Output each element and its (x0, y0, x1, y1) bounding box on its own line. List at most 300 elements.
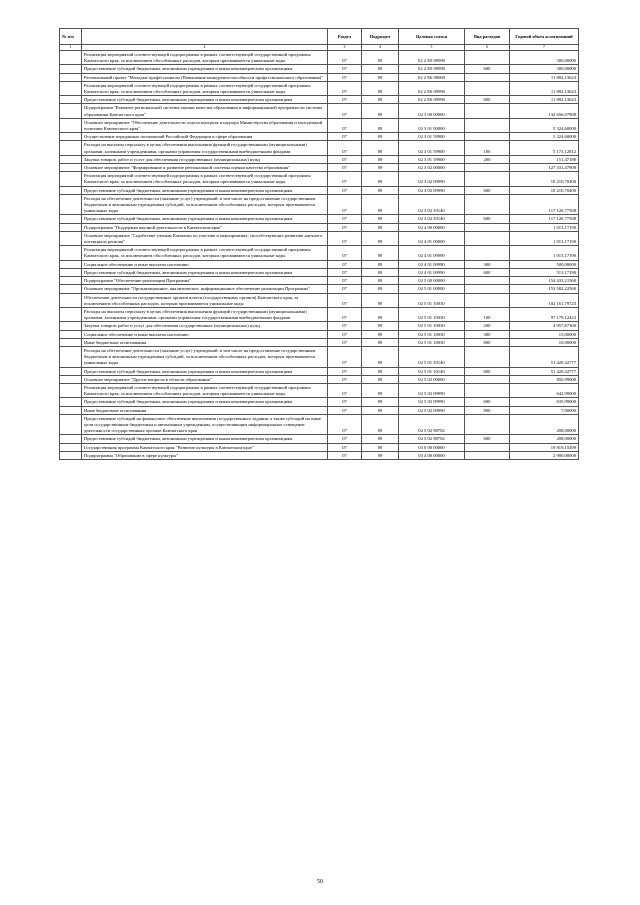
cell-name: Расходы на выплаты персоналу в целях обеспечения выполнения функций государственными (муниципальными) органами, казенными учреждениями, органами управления государственными внебюджетными фондами (82, 141, 328, 155)
cell-expense-type (465, 293, 510, 307)
cell-number (60, 330, 82, 338)
cell-number (60, 260, 82, 268)
cell-target-article: 02 3 01 59900 (399, 133, 465, 141)
cell-name: Подпрограмма "Образование в сфере культуры" (82, 451, 328, 459)
cell-expense-type: 200 (465, 155, 510, 163)
table-row (60, 414, 579, 435)
cell-amount: 102 161,79723 (510, 293, 579, 307)
column-number: 7 (510, 45, 579, 51)
cell-amount: 117 120,77508 (510, 215, 579, 223)
cell-number (60, 307, 82, 321)
cell-number (60, 414, 82, 435)
cell-number (60, 367, 82, 375)
table-row (60, 81, 579, 95)
cell-expense-type (465, 231, 510, 245)
table-row (60, 164, 579, 172)
table-row (60, 367, 579, 375)
cell-subsection: 09 (362, 246, 399, 260)
cell-amount: 10 210,70400 (510, 186, 579, 194)
cell-section: 07 (328, 322, 362, 330)
column-number: 2 (82, 45, 328, 51)
cell-subsection: 09 (362, 268, 399, 276)
cell-subsection: 09 (362, 443, 399, 451)
cell-subsection: 09 (362, 406, 399, 414)
cell-expense-type: 600 (465, 65, 510, 73)
cell-number (60, 51, 82, 65)
table-row (60, 383, 579, 397)
cell-target-article: 02 3 01 59900 (399, 141, 465, 155)
cell-subsection: 09 (362, 338, 399, 346)
table-row (60, 330, 579, 338)
cell-name: Реализация мероприятий соответствующей подпрограммы в рамках соответствующей государственной программы Камчатского края, за исключением обособленных расходов, которым присваиваются уникальные коды (82, 383, 328, 397)
cell-name: Предоставление субсидий бюджетным, автономным учреждениям и иным некоммерческим организациям (82, 96, 328, 104)
table-row (60, 285, 579, 293)
cell-section: 07 (328, 367, 362, 375)
cell-section: 07 (328, 383, 362, 397)
table-row (60, 338, 579, 346)
cell-name: Предоставление субсидий бюджетным, автономным учреждениям и иным некоммерческим организациям (82, 215, 328, 223)
cell-section: 07 (328, 293, 362, 307)
table-row (60, 186, 579, 194)
cell-name: Предоставление субсидий бюджетным, автономным учреждениям и иным некоммерческим организациям (82, 268, 328, 276)
cell-section: 07 (328, 73, 362, 81)
cell-target-article: 02 3 02 10140 (399, 194, 465, 215)
cell-amount: 1 013,17190 (510, 246, 579, 260)
cell-number (60, 443, 82, 451)
cell-name: Закупка товаров, работ и услуг для обеспечения государственных (муниципальных) нужд (82, 322, 328, 330)
cell-section: 07 (328, 268, 362, 276)
cell-number (60, 164, 82, 172)
cell-subsection: 09 (362, 322, 399, 330)
cell-name: Основное мероприятие "Обеспечение деятельности отдела контроля и надзора Министерства образования и молодежной политики Камчатского края" (82, 118, 328, 132)
cell-section: 07 (328, 435, 362, 443)
cell-section: 07 (328, 215, 362, 223)
cell-section: 07 (328, 81, 362, 95)
cell-amount: 1 013,17190 (510, 223, 579, 231)
cell-name: Основное мероприятие "Содействие ученым Камчатки по участию в мероприятиях, способствующих развитию научного потенциала региона" (82, 231, 328, 245)
cell-expense-type: 600 (465, 268, 510, 276)
cell-name: Закупка товаров, работ и услуг для обеспечения государственных (муниципальных) нужд (82, 155, 328, 163)
cell-amount: 151,47188 (510, 155, 579, 163)
cell-amount: 4 957,67300 (510, 322, 579, 330)
cell-target-article: 02 5 01 00000 (399, 285, 465, 293)
cell-target-article: 02 2 Е6 00000 (399, 73, 465, 81)
cell-target-article: 02 3 02 09990 (399, 172, 465, 186)
cell-amount: 15,00000 (510, 330, 579, 338)
cell-target-article: 02 2 Е0 09990 (399, 65, 465, 73)
cell-section: 07 (328, 51, 362, 65)
cell-target-article: 02 5 01 10030 (399, 322, 465, 330)
header-section: Раздел (328, 29, 362, 45)
cell-name: Обеспечение деятельности государственных органов власти (государственных органов) Камчатского края, за исключением обособленных расходов, которым присваиваются уникальные коды (82, 293, 328, 307)
cell-name: Государственная программа Камчатского края "Развитие культуры в Камчатском крае" (82, 443, 328, 451)
cell-name: Подпрограмма "Обеспечение реализации Программы" (82, 277, 328, 285)
cell-amount: 500,00000 (510, 260, 579, 268)
cell-amount: 5 324,60000 (510, 118, 579, 132)
cell-subsection: 09 (362, 223, 399, 231)
cell-subsection: 09 (362, 65, 399, 73)
cell-section: 07 (328, 443, 362, 451)
cell-number (60, 215, 82, 223)
cell-target-article: 02 5 01 10030 (399, 338, 465, 346)
cell-target-article: 02 5 02 98702 (399, 414, 465, 435)
cell-number (60, 322, 82, 330)
cell-target-article: 02 5 01 10030 (399, 330, 465, 338)
cell-subsection: 09 (362, 285, 399, 293)
cell-expense-type (465, 383, 510, 397)
cell-target-article: 02 4 00 00000 (399, 223, 465, 231)
cell-amount: 11 802,13623 (510, 81, 579, 95)
cell-target-article: 02 3 02 00000 (399, 164, 465, 172)
cell-target-article: 02 2 Е6 09990 (399, 96, 465, 104)
table-body (60, 51, 579, 460)
cell-target-article: 02 5 02 98702 (399, 435, 465, 443)
cell-subsection: 09 (362, 435, 399, 443)
cell-amount: 5 173,12812 (510, 141, 579, 155)
cell-amount: 154 433,21560 (510, 277, 579, 285)
table-row (60, 268, 579, 276)
cell-expense-type: 200 (465, 322, 510, 330)
page-number: 50 (317, 879, 323, 885)
cell-section: 07 (328, 194, 362, 215)
cell-subsection: 09 (362, 73, 399, 81)
cell-name: Предоставление субсидий бюджетным, автономным учреждениям и иным некоммерческим организациям (82, 186, 328, 194)
cell-target-article: 02 2 Е6 09990 (399, 81, 465, 95)
header-expense-type: Вид расходов (465, 29, 510, 45)
cell-expense-type: 100 (465, 141, 510, 155)
cell-subsection: 09 (362, 277, 399, 285)
table-row (60, 375, 579, 383)
table-row (60, 155, 579, 163)
cell-section: 07 (328, 104, 362, 118)
cell-section: 07 (328, 260, 362, 268)
cell-expense-type: 600 (465, 367, 510, 375)
cell-section: 07 (328, 307, 362, 321)
cell-subsection: 09 (362, 104, 399, 118)
cell-subsection: 09 (362, 186, 399, 194)
cell-target-article: 02 5 01 10140 (399, 346, 465, 367)
cell-amount: 2 900,00000 (510, 451, 579, 459)
header-number: № п/п (60, 29, 82, 45)
cell-name: Реализация мероприятий соответствующей подпрограммы в рамках соответствующей государственной программы Камчатского края, за исключением обособленных расходов, которым присваиваются уникальные коды (82, 81, 328, 95)
table-row (60, 322, 579, 330)
cell-number (60, 133, 82, 141)
cell-subsection: 09 (362, 451, 399, 459)
cell-subsection: 09 (362, 81, 399, 95)
cell-expense-type: 100 (465, 307, 510, 321)
cell-amount: 51 420,42777 (510, 367, 579, 375)
cell-subsection: 09 (362, 307, 399, 321)
cell-amount: 10 210,70400 (510, 172, 579, 186)
table-row (60, 231, 579, 245)
table-row (60, 118, 579, 132)
cell-subsection: 09 (362, 172, 399, 186)
column-number: 5 (399, 45, 465, 51)
column-number: 3 (328, 45, 362, 51)
cell-target-article: 03 4 00 00000 (399, 451, 465, 459)
cell-section: 07 (328, 414, 362, 435)
cell-expense-type (465, 285, 510, 293)
cell-section: 07 (328, 118, 362, 132)
cell-section: 07 (328, 285, 362, 293)
cell-section: 07 (328, 330, 362, 338)
cell-expense-type (465, 443, 510, 451)
cell-amount: 208,00000 (510, 435, 579, 443)
cell-target-article: 02 3 02 10140 (399, 215, 465, 223)
cell-number (60, 231, 82, 245)
cell-expense-type (465, 414, 510, 435)
cell-expense-type (465, 133, 510, 141)
cell-amount: 19 819,15499 (510, 443, 579, 451)
cell-expense-type (465, 104, 510, 118)
cell-amount: 7,00000 (510, 406, 579, 414)
cell-section: 07 (328, 133, 362, 141)
cell-name: Социальное обеспечение и иные выплаты населению (82, 330, 328, 338)
cell-number (60, 346, 82, 367)
cell-expense-type (465, 223, 510, 231)
cell-number (60, 398, 82, 406)
table-row (60, 346, 579, 367)
cell-amount: 1 013,17190 (510, 231, 579, 245)
cell-section: 07 (328, 398, 362, 406)
cell-name: Подпрограмма "Поддержка научной деятельности в Камчатском крае" (82, 223, 328, 231)
table-row (60, 104, 579, 118)
cell-amount: 5 324,60000 (510, 133, 579, 141)
cell-name: Основное мероприятие "Другие вопросы в области образования" (82, 375, 328, 383)
cell-expense-type (465, 164, 510, 172)
table-row (60, 293, 579, 307)
cell-name: Предоставление субсидий бюджетным, автономным учреждениям и иным некоммерческим организациям (82, 398, 328, 406)
cell-subsection: 09 (362, 330, 399, 338)
cell-number (60, 406, 82, 414)
cell-number (60, 118, 82, 132)
table-row (60, 277, 579, 285)
cell-amount: 513,17190 (510, 268, 579, 276)
cell-expense-type (465, 118, 510, 132)
cell-subsection: 09 (362, 155, 399, 163)
cell-target-article: 02 5 01 10030 (399, 307, 465, 321)
cell-amount: 11 802,13623 (510, 96, 579, 104)
cell-amount: 208,00000 (510, 414, 579, 435)
budget-table (59, 28, 579, 460)
cell-target-article: 02 4 01 09990 (399, 260, 465, 268)
cell-subsection: 09 (362, 367, 399, 375)
cell-name: Иные бюджетные ассигнования (82, 406, 328, 414)
cell-expense-type: 600 (465, 398, 510, 406)
cell-target-article: 02 5 00 00000 (399, 277, 465, 285)
cell-target-article: 02 4 01 00000 (399, 231, 465, 245)
cell-target-article: 03 0 00 00000 (399, 443, 465, 451)
cell-subsection: 09 (362, 194, 399, 215)
cell-target-article: 02 5 02 09990 (399, 406, 465, 414)
cell-amount: 635,99000 (510, 398, 579, 406)
cell-number (60, 451, 82, 459)
table-row (60, 194, 579, 215)
cell-name: Реализация мероприятий соответствующей подпрограммы в рамках соответствующей государственной программы Камчатского края, за исключением обособленных расходов, которым присваиваются уникальные коды (82, 172, 328, 186)
cell-name: Основное мероприятие "Организационное, аналитическое, информационное обеспечение реализации Программы" (82, 285, 328, 293)
table-row (60, 307, 579, 321)
cell-expense-type: 600 (465, 96, 510, 104)
cell-amount: 850,99000 (510, 375, 579, 383)
cell-expense-type: 600 (465, 186, 510, 194)
cell-number (60, 81, 82, 95)
cell-number (60, 246, 82, 260)
table-row (60, 398, 579, 406)
cell-amount: 300,00000 (510, 65, 579, 73)
cell-number (60, 285, 82, 293)
cell-section: 07 (328, 186, 362, 194)
cell-expense-type (465, 51, 510, 65)
cell-subsection: 09 (362, 414, 399, 435)
table-row (60, 172, 579, 186)
cell-target-article: 02 3 01 00000 (399, 118, 465, 132)
cell-section: 07 (328, 406, 362, 414)
table-header-row (60, 29, 579, 45)
cell-section: 07 (328, 65, 362, 73)
cell-amount: 10,00000 (510, 338, 579, 346)
cell-number (60, 104, 82, 118)
cell-section: 07 (328, 172, 362, 186)
table-row (60, 51, 579, 65)
table-row (60, 260, 579, 268)
cell-name: Осуществление переданных полномочий Российской Федерации в сфере образования (82, 133, 328, 141)
cell-number (60, 65, 82, 73)
cell-name: Реализация мероприятий соответствующей подпрограммы в рамках соответствующей государственной программы Камчатского края, за исключением обособленных расходов, которым присваиваются уникальные коды (82, 51, 328, 65)
cell-number (60, 293, 82, 307)
cell-target-article: 02 3 02 09990 (399, 186, 465, 194)
table-row (60, 65, 579, 73)
cell-subsection: 09 (362, 96, 399, 104)
cell-section: 07 (328, 155, 362, 163)
cell-subsection: 09 (362, 293, 399, 307)
cell-target-article: 02 3 01 59900 (399, 155, 465, 163)
cell-section: 07 (328, 375, 362, 383)
cell-name: Подпрограмма "Развитие региональной системы оценки качества образования и информационной прозрачности системы образования Камчатского края" (82, 104, 328, 118)
column-number: 6 (465, 45, 510, 51)
cell-subsection: 09 (362, 231, 399, 245)
cell-section: 07 (328, 246, 362, 260)
cell-section: 07 (328, 164, 362, 172)
cell-subsection: 09 (362, 375, 399, 383)
cell-name: Предоставление субсидий на финансовое обеспечение выполнения государственного задания, а также субсидий на иные цели государственным бюджетным и автономным учреждениям, осуществляющим информационное освещение деятельности государственных органов Камчатского края (82, 414, 328, 435)
cell-subsection: 09 (362, 398, 399, 406)
cell-expense-type: 800 (465, 338, 510, 346)
cell-subsection: 09 (362, 215, 399, 223)
cell-number (60, 375, 82, 383)
header-name (82, 29, 328, 45)
table-row (60, 406, 579, 414)
cell-expense-type (465, 172, 510, 186)
column-number: 1 (60, 45, 82, 51)
cell-number (60, 96, 82, 104)
table-row (60, 246, 579, 260)
table-row (60, 73, 579, 81)
cell-section: 07 (328, 231, 362, 245)
cell-number (60, 194, 82, 215)
cell-amount: 153 582,22560 (510, 285, 579, 293)
cell-amount: 642,99000 (510, 383, 579, 397)
cell-number (60, 186, 82, 194)
cell-name: Социальное обеспечение и иные выплаты населению (82, 260, 328, 268)
cell-expense-type: 600 (465, 435, 510, 443)
cell-subsection: 09 (362, 383, 399, 397)
table-row (60, 223, 579, 231)
cell-subsection: 09 (362, 118, 399, 132)
cell-name: Расходы на выплаты персоналу в целях обеспечения выполнения функций государственными (муниципальными) органами, казенными учреждениями, органами управления государственными внебюджетными фондами (82, 307, 328, 321)
table-row (60, 215, 579, 223)
cell-section: 07 (328, 223, 362, 231)
cell-target-article: 02 4 01 09990 (399, 268, 465, 276)
cell-subsection: 09 (362, 260, 399, 268)
cell-amount: 11 802,13623 (510, 73, 579, 81)
cell-subsection: 09 (362, 51, 399, 65)
cell-expense-type (465, 277, 510, 285)
cell-expense-type: 600 (465, 215, 510, 223)
cell-expense-type (465, 246, 510, 260)
cell-number (60, 338, 82, 346)
cell-amount: 117 120,77508 (510, 194, 579, 215)
cell-target-article: 02 5 01 10030 (399, 293, 465, 307)
cell-number (60, 277, 82, 285)
cell-number (60, 268, 82, 276)
cell-section: 07 (328, 141, 362, 155)
cell-amount: 300,00000 (510, 51, 579, 65)
cell-target-article: 02 5 02 00000 (399, 375, 465, 383)
cell-section: 07 (328, 96, 362, 104)
cell-name: Реализация мероприятий соответствующей подпрограммы в рамках соответствующей государственной программы Камчатского края, за исключением обособленных расходов, которым присваиваются уникальные коды (82, 246, 328, 260)
cell-name: Основное мероприятие "Формирование и развитие региональной системы оценки качества образования" (82, 164, 328, 172)
cell-subsection: 09 (362, 133, 399, 141)
cell-target-article: 02 3 00 00000 (399, 104, 465, 118)
cell-expense-type (465, 194, 510, 215)
cell-expense-type (465, 375, 510, 383)
cell-name: Расходы на обеспечение деятельности (оказание услуг) учреждений, в том числе на предоставление государственным бюджетным и автономным учреждениям субсидий, за исключением обособленных расходов, которым присваиваются уникальные коды (82, 194, 328, 215)
table-row (60, 435, 579, 443)
cell-number (60, 223, 82, 231)
table-row (60, 141, 579, 155)
cell-amount: 51 420,42777 (510, 346, 579, 367)
cell-section: 07 (328, 277, 362, 285)
table-row (60, 96, 579, 104)
cell-section: 07 (328, 451, 362, 459)
cell-subsection: 09 (362, 164, 399, 172)
cell-target-article: 02 4 01 09990 (399, 246, 465, 260)
cell-target-article: 02 5 02 09990 (399, 383, 465, 397)
table-row (60, 443, 579, 451)
cell-target-article: 02 5 02 09990 (399, 398, 465, 406)
cell-expense-type (465, 73, 510, 81)
cell-section: 07 (328, 338, 362, 346)
cell-expense-type: 800 (465, 406, 510, 414)
table-row (60, 133, 579, 141)
cell-name: Региональный проект "Молодые профессионалы (Повышение конкурентоспособности профессионального образования)" (82, 73, 328, 81)
cell-number (60, 383, 82, 397)
cell-target-article: 02 2 Е0 09990 (399, 51, 465, 65)
cell-amount: 97 179,12423 (510, 307, 579, 321)
cell-expense-type (465, 346, 510, 367)
cell-number (60, 141, 82, 155)
header-amount: Годовой объем ассигнований (510, 29, 579, 45)
cell-number (60, 172, 82, 186)
cell-subsection: 09 (362, 346, 399, 367)
column-number: 4 (362, 45, 399, 51)
cell-name: Предоставление субсидий бюджетным, автономным учреждениям и иным некоммерческим организациям (82, 65, 328, 73)
cell-name: Предоставление субсидий бюджетным, автономным учреждениям и иным некоммерческим организациям (82, 367, 328, 375)
cell-subsection: 09 (362, 141, 399, 155)
cell-target-article: 02 5 01 10140 (399, 367, 465, 375)
header-subsection: Подраздел (362, 29, 399, 45)
cell-section: 07 (328, 346, 362, 367)
